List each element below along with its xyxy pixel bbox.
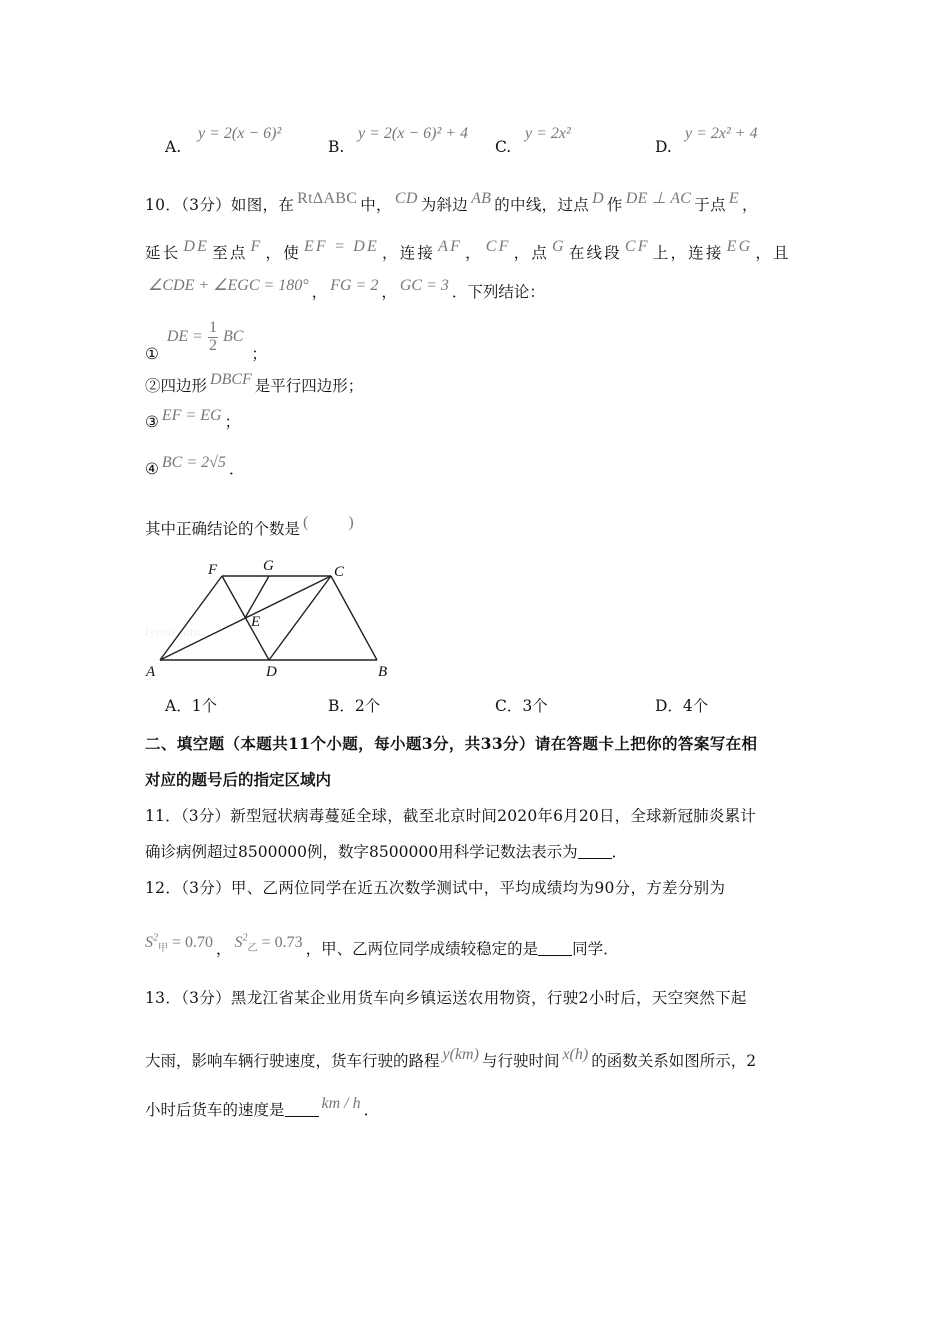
label-d: D [266,664,277,680]
q11-end: ． [611,843,628,861]
subscript: 乙 [247,943,258,955]
q13-end: ． [363,1101,380,1119]
q10-question-text: 其中正确结论的个数是 [145,520,301,538]
option-b: B．2个 [328,697,381,715]
conclusion-3 [145,407,241,432]
label-a: A [146,664,156,680]
conclusion-1 [145,319,267,364]
q13-line-1: 13．（3分）黑龙江省某企业用货车向乡镇运送农用物资，行驶2小时后，天空突然下起 [145,989,747,1007]
q10-question [145,514,357,539]
label-c: C [334,564,345,580]
conclusion-2 [145,371,364,396]
q12-text: ，甲、乙两位同学成绩较稳定的是 [305,940,539,958]
text-segment: ； [224,413,241,431]
variance-symbol: S [234,934,243,951]
option-a-label: A. [165,138,182,156]
text-segment: ， [311,283,328,301]
segment-cd [269,576,331,660]
answer-blank [578,843,612,860]
math-expression: AB [471,190,492,207]
answer-parentheses: ( ) [303,514,354,531]
text-segment: 为斜边 [420,196,469,214]
conclusion-1-end: ； [251,345,267,364]
math-expression: F [250,238,263,255]
text-segment: 中， [360,196,392,214]
text-segment: 10．（3分）如图，在 [145,196,295,214]
text-segment: 大雨，影响车辆行驶速度，货车行驶的路程 [145,1052,440,1070]
option-c-label: C. [495,138,512,156]
option-d-label: D. [655,138,672,156]
conclusion-4 [145,454,245,479]
separator: ， [216,940,232,958]
text-segment: ，点 [513,244,550,262]
answer-blank [285,1101,319,1118]
conclusion-1-lhs: DE = [166,328,203,346]
q13-text: 小时后货车的速度是 [145,1101,285,1119]
variance-value-1: = 0.70 [172,934,214,951]
q13-line-3 [145,1095,380,1120]
text-segment: ②四边形 [145,377,208,395]
math-expression: G [552,238,566,255]
section-heading-cont: 对应的题号后的指定区域内 [145,770,332,789]
q11-line-2 [145,840,627,862]
q10-line-2 [145,238,791,263]
text-segment: 与行驶时间 [481,1052,560,1070]
text-segment: ．下列结论： [451,283,545,301]
label-g: G [263,558,274,574]
math-expression: EF = EG [161,407,222,424]
text-segment: 的中线，过点 [494,196,590,214]
text-segment: ， [741,196,758,214]
math-expression: AF [438,238,463,255]
option-c: C．3个 [495,697,548,715]
option-d-formula: y = 2x² + 4 [685,125,758,142]
math-expression: x(h) [562,1046,589,1063]
math-expression: CD [394,190,418,207]
math-expression: E [728,190,739,207]
label-e: E [251,614,261,630]
math-expression: DBCF [210,371,252,388]
math-expression: ∠CDE + ∠EGC = 180° [148,277,309,294]
math-expression: D [592,190,604,207]
text-segment: 在线段 [568,244,622,262]
text-segment: ， [465,244,483,262]
option-b-formula: y = 2(x − 6)² + 4 [358,125,469,142]
option-a: A．1个 [165,697,218,715]
text-segment: 是平行四边形； [254,377,364,395]
fraction-denominator: 2 [208,336,217,354]
text-segment: ④ [145,460,159,478]
math-expression: DE ⊥ AC [625,190,692,207]
superscript: 2 [153,932,158,944]
variance-symbol: S [145,934,153,951]
variance-value-2: = 0.73 [261,934,303,951]
conclusion-1-mark: ① [145,345,159,364]
q12-line-2 [145,932,619,961]
fraction-numerator: 1 [208,319,217,336]
watermark: Jyeoo.com [144,624,200,639]
math-expression: FG = 2 [330,277,379,294]
math-expression: CF [624,238,650,255]
q12-line-1: 12．（3分）甲、乙两位同学在近五次数学测试中，平均成绩均为90分，方差分别为 [145,879,726,897]
conclusion-1-rhs: BC [222,328,244,346]
text-segment: ，连接 [382,244,436,262]
segment-af [160,576,222,660]
text-segment: 作 [606,196,623,214]
text-segment: ，且 [755,244,791,262]
math-expression: EF = DE [303,238,380,255]
geometry-figure [140,552,400,682]
q10-line-3 [145,277,545,302]
math-expression: BC = 2√5 [161,454,226,471]
option-c-formula: y = 2x² [525,125,571,142]
math-expression: y(km) [442,1046,479,1063]
q13-line-2 [145,1046,757,1071]
text-segment: 延长 [145,244,181,262]
text-segment: 上，连接 [652,244,724,262]
math-expression: RtΔABC [297,190,358,207]
text-segment: 的函数关系如图所示，2 [591,1052,757,1070]
q12-end: 同学． [572,940,619,958]
math-expression: EG [726,238,753,255]
q11-text: 确诊病例超过8500000例，数字8500000用科学记数法表示为 [145,843,578,861]
text-segment: ． [228,460,245,478]
answer-blank [538,940,572,957]
text-segment: ， [381,283,397,301]
text-segment: 于点 [694,196,726,214]
unit: km / h [321,1095,361,1112]
text-segment: ③ [145,413,159,431]
option-d: D．4个 [655,697,709,715]
text-segment: ，使 [265,244,301,262]
label-f: F [208,562,218,578]
math-expression: CF [485,238,511,255]
math-expression: GC = 3 [399,277,449,294]
label-b: B [378,664,388,680]
math-expression: DE [183,238,210,255]
option-a-formula: y = 2(x − 6)² [198,125,282,142]
option-b-label: B. [328,138,345,156]
q11-line-1: 11．（3分）新型冠状病毒蔓延全球，截至北京时间2020年6月20日，全球新冠肺炎累计 [145,807,756,825]
q10-line-1 [145,190,758,215]
section-heading: 二、填空题（本题共11个小题，每小题3分，共33分）请在答题卡上把你的答案写在相 [145,734,758,753]
segment-cb [331,576,377,660]
text-segment: 至点 [212,244,248,262]
subscript: 甲 [158,943,168,955]
superscript: 2 [242,932,248,944]
